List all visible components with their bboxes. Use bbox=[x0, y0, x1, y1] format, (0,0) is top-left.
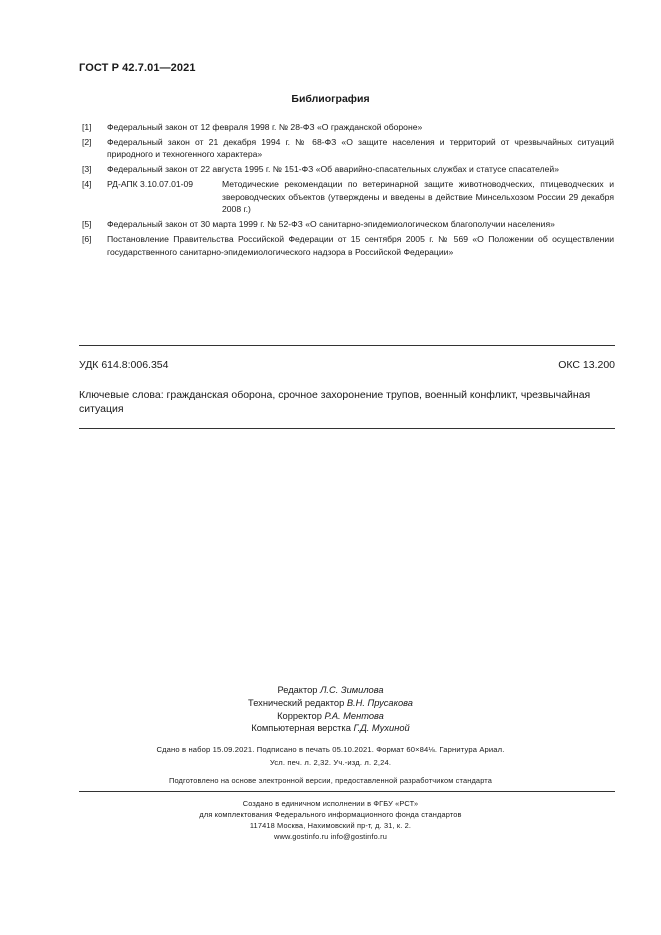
credit-role: Корректор bbox=[277, 710, 322, 721]
bibliography-item-5 bbox=[82, 218, 614, 230]
bibliography-number: [3] bbox=[82, 164, 92, 175]
keywords: Ключевые слова: гражданская оборона, срочное захоронение трупов, военный конфликт, чрезвычайная ситуация bbox=[79, 389, 591, 415]
classification-row bbox=[79, 359, 615, 371]
bibliography-list bbox=[82, 121, 614, 261]
bibliography-number: [5] bbox=[82, 219, 92, 230]
bibliography-number: [2] bbox=[82, 137, 92, 147]
bibliography-row bbox=[107, 178, 614, 215]
credit-name: Г.Д. Мухиной bbox=[353, 723, 410, 734]
bibliography-number: [1] bbox=[82, 122, 92, 132]
credit-layout bbox=[0, 722, 661, 735]
bibliography-number: [6] bbox=[82, 234, 92, 245]
print-info-line: Усл. печ. л. 2,32. Уч.-изд. л. 2,24. bbox=[269, 758, 392, 767]
publisher-info bbox=[0, 798, 661, 842]
credit-name: Л.С. Зимилова bbox=[320, 685, 384, 695]
bibliography-item-6 bbox=[82, 233, 614, 258]
bibliography-title: Библиография bbox=[291, 93, 370, 105]
bibliography-text: Федеральный закон от 12 февраля 1998 г. № 28-ФЗ «О гражданской обороне» bbox=[107, 122, 423, 132]
divider-bottom bbox=[79, 428, 615, 429]
bibliography-text: Методические рекомендации по ветеринарной защите животноводческих, птицеводческих и звероводческих объектов (утверждены и введены в действие Минсельхозом России 29 декабря 2008 г.) bbox=[222, 179, 614, 215]
credit-tech-editor bbox=[0, 697, 661, 710]
credit-role: Технический редактор bbox=[248, 697, 345, 708]
divider-publisher bbox=[79, 791, 615, 792]
bibliography-item-4 bbox=[82, 178, 614, 215]
divider-top bbox=[79, 345, 615, 346]
credit-role: Компьютерная верстка bbox=[251, 723, 351, 734]
bibliography-text: Федеральный закон от 22 августа 1995 г. № 151-ФЗ «Об аварийно-спасательных службах и статусе спасателей» bbox=[107, 164, 559, 175]
credit-editor bbox=[0, 684, 661, 697]
print-info-line: Сдано в набор 15.09.2021. Подписано в печать 05.10.2021. Формат 60×84⅛. Гарнитура Ариал. bbox=[156, 745, 505, 754]
bibliography-text: Постановление Правительства Российской Федерации от 15 сентября 2005 г. № 569 «О Положении об осуществлении государственного санитарно-эпидемиологического надзора в Российской Федерации» bbox=[107, 234, 614, 257]
document-code: ГОСТ Р 42.7.01—2021 bbox=[79, 62, 196, 74]
credit-proofreader bbox=[0, 710, 661, 723]
prepared-note: Подготовлено на основе электронной версии, предоставленной разработчиком стандарта bbox=[168, 776, 493, 785]
publisher-line: Создано в единичном исполнении в ФГБУ «РСТ» bbox=[242, 799, 419, 808]
credit-name: Р.А. Ментова bbox=[324, 710, 384, 721]
bibliography-code: РД-АПК 3.10.07.01-09 bbox=[107, 179, 194, 190]
bibliography-item-3 bbox=[82, 163, 614, 175]
credit-name: В.Н. Прусакова bbox=[346, 697, 413, 708]
publisher-line: для комплектования Федерального информационного фонда стандартов bbox=[199, 810, 462, 819]
bibliography-item-2 bbox=[82, 136, 614, 161]
bibliography-item-1 bbox=[82, 121, 614, 133]
bibliography-text: Федеральный закон от 30 марта 1999 г. № 52-ФЗ «О санитарно-эпидемиологическом благополучии населения» bbox=[107, 219, 555, 230]
oks-code: ОКС 13.200 bbox=[558, 359, 615, 371]
bibliography-text: Федеральный закон от 21 декабря 1994 г. № 68-ФЗ «О защите населения и территорий от чрезвычайных ситуаций природного и техногенного характера» bbox=[107, 137, 614, 160]
publisher-contacts: www.gostinfo.ru info@gostinfo.ru bbox=[274, 832, 387, 841]
credits bbox=[0, 684, 661, 735]
credit-role: Редактор bbox=[277, 685, 318, 695]
publisher-line: 117418 Москва, Нахимовский пр-т, д. 31, к. 2. bbox=[249, 821, 412, 830]
bibliography-number: [4] bbox=[82, 179, 92, 190]
print-info bbox=[0, 743, 661, 769]
udc-code: УДК 614.8:006.354 bbox=[79, 359, 169, 371]
